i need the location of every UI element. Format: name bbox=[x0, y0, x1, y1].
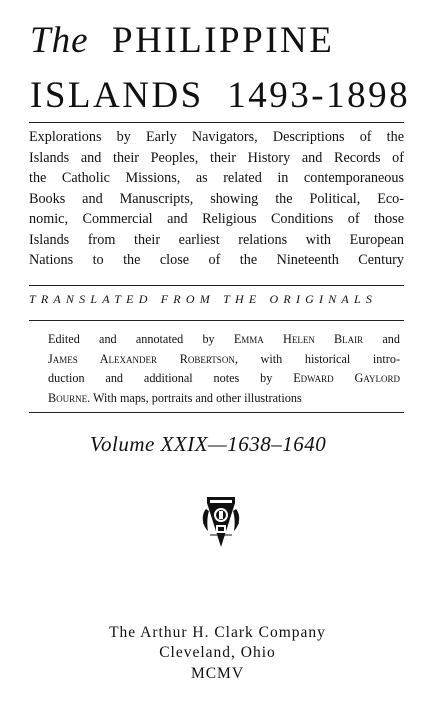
editors-line-3: duction and additional notes by Edward Gaylord bbox=[48, 371, 401, 385]
editor-bourne-last: Bourne bbox=[48, 390, 88, 405]
publisher-city: Cleveland, Ohio bbox=[159, 644, 276, 661]
editors-credit bbox=[48, 330, 400, 408]
publication-year: MCMV bbox=[190, 665, 245, 682]
editor-robertson: James Alexander Robertson bbox=[48, 351, 235, 366]
editors-line-1: Edited and annotated by Emma Helen Blair and bbox=[48, 332, 400, 346]
description-line: Books and Manuscripts, showing the Political, Eco- bbox=[29, 190, 404, 207]
editors-line-2: James Alexander Robertson, with historical intro- bbox=[48, 351, 400, 366]
description-line: Nations to the close of the Nineteenth Century bbox=[29, 252, 404, 268]
description-line: nomic, Commercial and Religious Conditions of those bbox=[29, 211, 404, 227]
title-islands: ISLANDS bbox=[30, 75, 204, 116]
description-line: Islands from their earliest relations with European bbox=[29, 231, 404, 248]
editors-line-4: Bourne. With maps, portraits and other illustrations bbox=[48, 390, 302, 405]
description-line: Explorations by Early Navigators, Descriptions of the bbox=[29, 129, 404, 145]
publisher-device-svg bbox=[200, 495, 242, 555]
description-line: the Catholic Missions, as related in contemporaneous bbox=[29, 170, 404, 186]
divider-rule bbox=[29, 122, 404, 123]
book-title-line-2 bbox=[30, 77, 410, 114]
book-title-line-1 bbox=[30, 22, 334, 59]
divider-rule bbox=[29, 285, 404, 286]
divider-rule bbox=[29, 412, 404, 413]
divider-rule bbox=[29, 320, 404, 321]
translated-from-originals: TRANSLATED FROM THE ORIGINALS bbox=[29, 292, 378, 306]
description-line: Islands and their Peoples, their History and Records of bbox=[29, 149, 404, 166]
title-the: The bbox=[30, 20, 89, 61]
book-description bbox=[29, 127, 404, 271]
publisher-name: The Arthur H. Clark Company bbox=[109, 624, 326, 641]
title-philippine: PHILIPPINE bbox=[112, 20, 335, 61]
editor-blair: Emma Helen Blair bbox=[233, 332, 364, 346]
volume-label: Volume XXIX—1638–1640 bbox=[90, 432, 327, 456]
publisher-device-icon bbox=[200, 495, 242, 555]
editor-bourne-first: Edward Gaylord bbox=[293, 371, 401, 385]
title-years: 1493-1898 bbox=[227, 75, 411, 116]
